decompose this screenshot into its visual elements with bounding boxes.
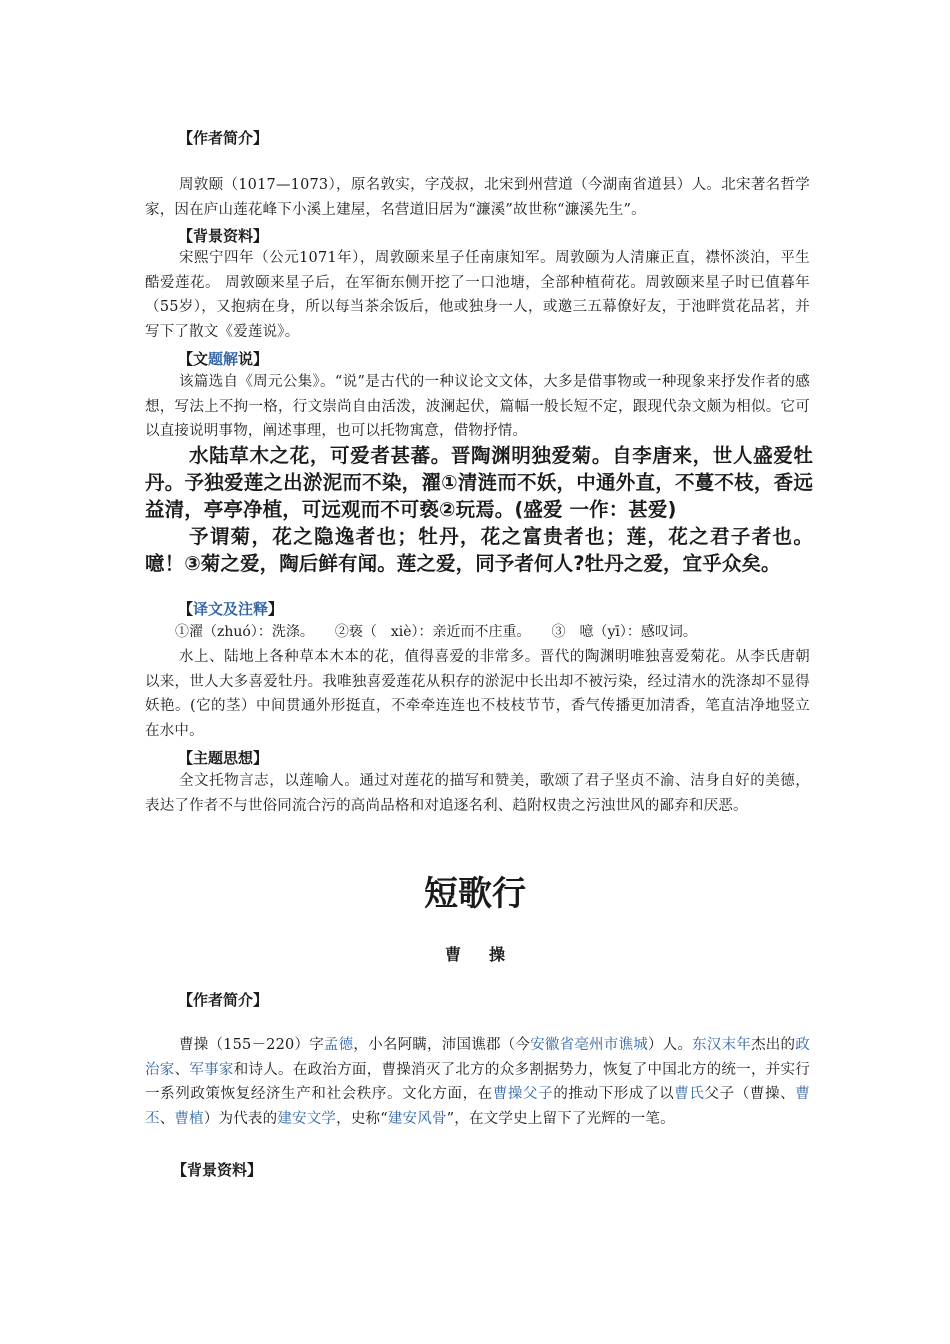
text-run: 曹操（155－220）字 xyxy=(179,1037,324,1053)
heading-author-intro: 【作者简介】 xyxy=(178,129,269,147)
heading-translation-open: 【 xyxy=(178,600,194,618)
author-intro-paragraph-2 xyxy=(145,1033,810,1131)
link-politician[interactable]: 政治家 xyxy=(145,1037,810,1078)
background-text: 宋熙宁四年（公元1071年），周敦颐来星子任南康知军。周敦颐为人清廉正直，襟怀淡泊，平生酷爱莲花。 周敦颐来星子后，在军衙东侧开挖了一口池塘，全部种植荷花。周敦颐来星子时已值暮年（55岁），又抱病在身，所以每当茶余饭后，他或独身一人，或邀三五幕僚好友，于池畔赏花品茗，并写下了散文《爱莲说》。 xyxy=(145,250,810,340)
heading-theme: 【主题思想】 xyxy=(178,749,269,767)
link-donghan[interactable]: 东汉末年 xyxy=(692,1037,752,1053)
heading-background-2: 【背景资料】 xyxy=(172,1161,263,1179)
text-run: ，小名阿瞒，沛国谯郡（今 xyxy=(353,1037,531,1053)
poem-title: 短歌行 xyxy=(424,874,526,914)
heading-translation-link[interactable]: 译文及注释 xyxy=(193,600,269,618)
annotation-notes: ①濯（zhuó）：洗涤。 ②亵（ xiè）：亲近而不庄重。 ③ 噫（yī）：感叹词。 xyxy=(175,624,697,640)
heading-translation xyxy=(178,598,283,619)
text-run: 杰出的 xyxy=(751,1037,796,1053)
heading-title-part-3: 说】 xyxy=(238,350,269,368)
text-run: 、 xyxy=(159,1110,175,1127)
text-run: ”，在文学史上留下了光辉的一笔。 xyxy=(446,1110,675,1127)
author-intro-text: 周敦颐（1017—1073），原名敦实，字茂叔，北宋到州营道（今湖南省道县）人。北宋著名哲学家，因在庐山莲花峰下小溪上建屋，名营道旧居为“濂溪”故世称“濂溪先生”。 xyxy=(145,177,810,218)
link-jianan-style[interactable]: 建安风骨 xyxy=(387,1110,447,1127)
heading-title-explanation xyxy=(178,348,268,369)
poem-author: 曹操 xyxy=(444,945,533,964)
link-caoshi[interactable]: 曹氏 xyxy=(674,1086,705,1103)
original-text-paragraph-2: 予谓菊，花之隐逸者也；牡丹，花之富贵者也；莲，花之君子者也。噫！③菊之爱，陶后鲜有闻。莲之爱，同予者何人?牡丹之爱，宜乎众矣。 xyxy=(145,525,813,575)
text-run: 的推动下形成了以 xyxy=(553,1086,675,1103)
link-bozhou[interactable]: 安徽省亳州市谯城 xyxy=(530,1037,648,1053)
link-jianan-literature[interactable]: 建安文学 xyxy=(277,1110,337,1127)
annotations xyxy=(145,620,810,644)
title-explanation-text: 该篇选自《周元公集》。“说”是古代的一种议论文文体，大多是借事物或一种现象来抒发作者的感想，写法上不拘一格，行文崇尚自由活泼，波澜起伏，篇幅一般长短不定，跟现代杂文颇为相似。它可以直接说明事物，阐述事理，也可以托物寓意，借物抒情。 xyxy=(145,374,810,440)
link-caopi[interactable]: 曹丕 xyxy=(145,1086,810,1127)
text-run: 父子（曹操、 xyxy=(704,1086,796,1103)
author-intro-text-2 xyxy=(145,1033,810,1131)
heading-background: 【背景资料】 xyxy=(178,227,269,245)
heading-title-link[interactable]: 题解 xyxy=(208,350,239,368)
original-text xyxy=(145,442,813,577)
heading-author-intro-2: 【作者简介】 xyxy=(178,991,269,1009)
text-run: ）人。 xyxy=(647,1037,693,1053)
link-mengde[interactable]: 孟德 xyxy=(323,1037,354,1053)
link-caozhi[interactable]: 曹植 xyxy=(174,1110,204,1127)
title-explanation-paragraph xyxy=(145,370,810,444)
text-run: 和诗人。在政治方面，曹操消灭了北方的众多割据势力，恢复了中国北方的统一，并实行一系列政策恢复经济生产和社会秩序。文化方面，在 xyxy=(145,1061,810,1103)
text-run: ，史称“ xyxy=(336,1110,388,1127)
theme-paragraph xyxy=(145,769,810,818)
theme-text: 全文托物言志，以莲喻人。通过对莲花的描写和赞美，歌颂了君子坚贞不渝、洁身自好的美德，表达了作者不与世俗同流合污的高尚品格和对追逐名利、趋附权贵之污浊世风的鄙弃和厌恶。 xyxy=(145,773,810,814)
heading-translation-close: 】 xyxy=(268,600,284,618)
author-intro-paragraph xyxy=(145,173,810,222)
text-run: 、 xyxy=(174,1061,190,1078)
text-run: ）为代表的 xyxy=(203,1110,278,1127)
heading-title-part-1: 【文 xyxy=(178,350,209,368)
background-paragraph xyxy=(145,246,810,344)
translation-text: 水上、陆地上各种草本木本的花，值得喜爱的非常多。晋代的陶渊明唯独喜爱菊花。从李氏唐朝以来，世人大多喜爱牡丹。我唯独喜爱莲花从积存的淤泥中长出却不被污染，经过清水的洗涤却不显得妖艳。(它的茎）中间贯通外形挺直，不牵牵连连也不枝枝节节，香气传播更加清香，笔直洁净地竖立在水中。 xyxy=(145,649,810,739)
link-strategist[interactable]: 军事家 xyxy=(189,1061,234,1078)
link-caocao-sons[interactable]: 曹操父子 xyxy=(492,1086,554,1103)
translation-paragraph xyxy=(145,645,810,743)
original-text-paragraph-1: 水陆草木之花，可爱者甚蕃。晋陶渊明独爱菊。自李唐来，世人盛爱牡丹。予独爱莲之出淤泥而不染，濯①清涟而不妖，中通外直，不蔓不枝，香远益清，亭亭净植，可远观而不可亵②玩焉。(盛爱 一作：甚爱) xyxy=(145,444,813,521)
